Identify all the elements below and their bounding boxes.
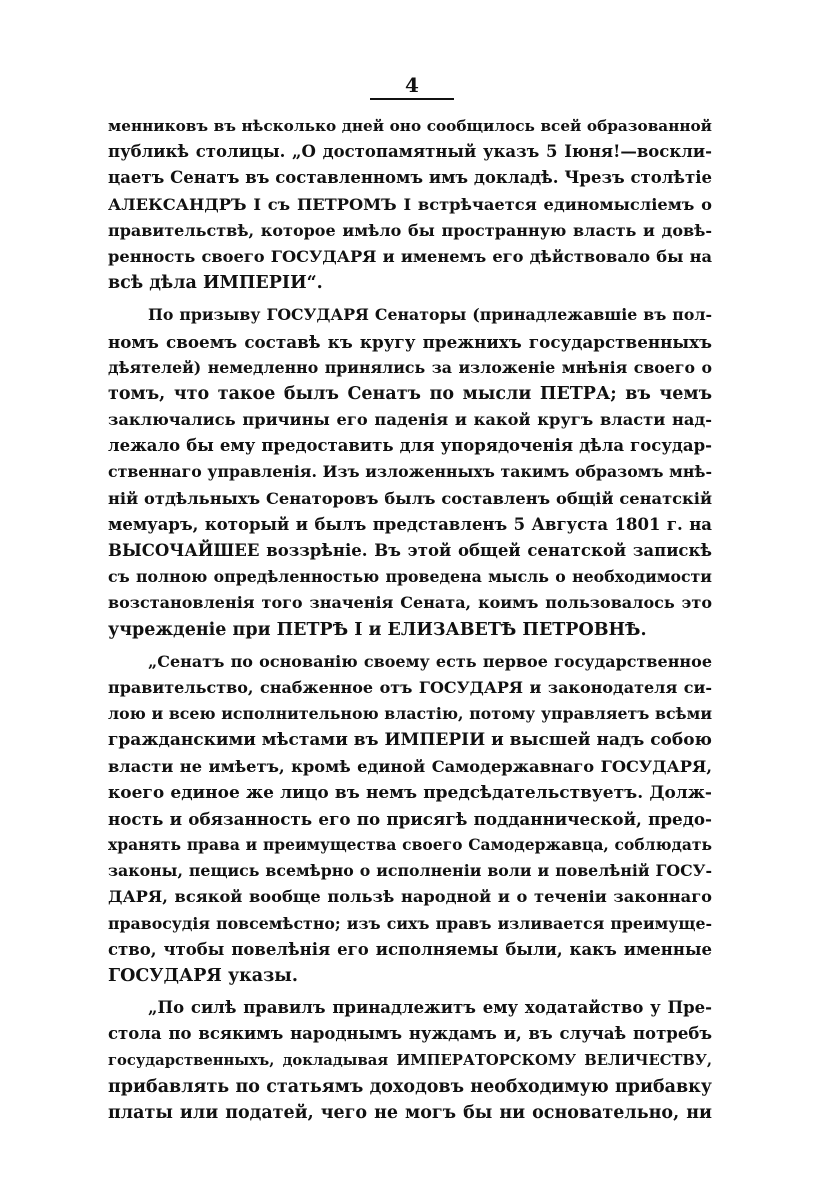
text-line: „По силѣ правилъ принадлежитъ ему ходатайство у Пре- [148, 998, 712, 1018]
text-line: „Сенатъ по основанію своему есть первое государственное [148, 651, 712, 671]
text-line: возстановленія того значенія Сената, коимъ пользовалось это [108, 593, 712, 613]
text-line: цаетъ Сенатъ въ составленномъ имъ докладѣ. Чрезъ столѣтіе [108, 168, 712, 188]
text-line: дѣятелей) немедленно принялись за изложеніе мнѣнія своего о [108, 357, 712, 377]
text-line: правительство, снабженное отъ ГОСУДАРЯ и законодателя си- [108, 677, 712, 697]
text-line: ство, чтобы повелѣнія его исполняемы были, какъ именные [108, 939, 712, 959]
page-number: 4 [405, 73, 419, 97]
text-line: лежало бы ему предоставить для упорядоченія дѣла государ- [108, 436, 712, 456]
text-line: ренность своего ГОСУДАРЯ и именемъ его дѣйствовало бы на [108, 246, 712, 266]
page-number-rule [370, 98, 454, 100]
text-line: всѣ дѣла ИМПЕРІИ“. [108, 273, 323, 294]
paragraph [108, 649, 712, 989]
paragraph [108, 302, 712, 642]
text-line: прибавлять по статьямъ доходовъ необходимую прибавку [108, 1076, 712, 1097]
paragraph [108, 995, 712, 1126]
text-line: По призыву ГОСУДАРЯ Сенаторы (принадлежавшіе въ пол- [148, 305, 712, 325]
text-line: ственнаго управленія. Изъ изложенныхъ такимъ образомъ мнѣ- [108, 462, 712, 482]
text-line: коего единое же лицо въ немъ предсѣдательствуетъ. Долж- [108, 782, 712, 803]
text-line: номъ своемъ составѣ къ кругу прежнихъ государственныхъ [108, 331, 712, 352]
text-line: гражданскими мѣстами въ ИМПЕРІИ и высшей надъ собою [108, 730, 712, 751]
text-line: правосудія повсемѣстно; изъ сихъ правъ изливается преимуще- [108, 913, 712, 933]
text-line: учрежденіе при ПЕТРѢ I и ЕЛИЗАВЕТѢ ПЕТРОВНѢ. [108, 619, 647, 640]
text-line: хранять права и преимущества своего Самодержавца, соблюдать [108, 835, 712, 855]
text-line: законы, пещись всемѣрно о исполненіи воли и повелѣній ГОСУ- [108, 861, 712, 881]
text-line: съ полною опредѣленностью проведена мысль о необходимости [108, 567, 712, 587]
text-line: стола по всякимъ народнымъ нуждамъ и, въ случаѣ потребъ [108, 1024, 712, 1044]
text-line: правительствѣ, которое имѣло бы пространную власть и довѣ- [108, 220, 712, 240]
text-line: ДАРЯ, всякой вообще пользѣ народной и о теченіи законнаго [108, 887, 712, 907]
text-line: АЛЕКСАНДРЪ I съ ПЕТРОМЪ I встрѣчается единомысліемъ о [108, 194, 712, 214]
text-line: мемуаръ, который и былъ представленъ 5 Августа 1801 г. на [108, 514, 712, 534]
text-line: государственныхъ, докладывая ИМПЕРАТОРСКОМУ ВЕЛИЧЕСТВУ, [108, 1051, 712, 1069]
text-line: менниковъ въ нѣсколько дней оно сообщилось всей образованной [108, 117, 712, 135]
text-line: ВЫСОЧАЙШЕЕ воззрѣніе. Въ этой общей сенатской запискѣ [108, 541, 712, 560]
text-line: власти не имѣетъ, кромѣ единой Самодержавнаго ГОСУДАРЯ, [108, 756, 712, 776]
text-line: лою и всею исполнительною властію, потому управляетъ всѣми [108, 704, 712, 724]
text-line: ГОСУДАРЯ указы. [108, 966, 298, 986]
text-line: заключались причины его паденія и какой кругъ власти над- [108, 410, 712, 430]
text-line: ность и обязанность его по присягѣ подданнической, предо- [108, 808, 712, 829]
text-line: платы или податей, чего не могъ бы ни основательно, ни [108, 1102, 712, 1123]
paragraph [108, 113, 712, 296]
text-line: публикѣ столицы. „О достопамятный указъ 5 Іюня!—воскли- [108, 142, 712, 162]
text-line: томъ, что такое былъ Сенатъ по мысли ПЕТРА; въ чемъ [108, 383, 712, 404]
text-line: ній отдѣльныхъ Сенаторовъ былъ составленъ общій сенатскій [108, 488, 712, 508]
body-text [108, 113, 712, 1126]
